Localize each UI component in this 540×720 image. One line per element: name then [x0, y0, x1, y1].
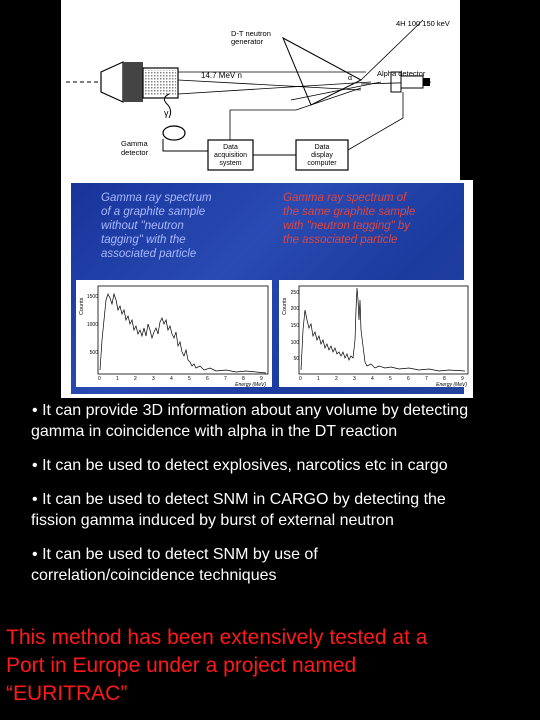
right-xtick: 7	[425, 376, 428, 382]
right-caption-line: with "neutron tagging" by	[283, 220, 411, 232]
left-caption-line: associated particle	[101, 248, 197, 260]
alpha-detector-end	[423, 78, 430, 86]
right-xtick: 9	[461, 376, 464, 382]
left-xtick: 4	[170, 376, 173, 382]
left-spectrum-svg	[76, 280, 272, 387]
left-caption-line: of a graphite sample	[101, 206, 206, 218]
bullet-text: It can be used to detect SNM by use of	[42, 546, 318, 563]
generator-block	[123, 62, 143, 102]
right-ytick: 100	[290, 340, 299, 346]
dt-generator-label-1: D-T neutron	[231, 29, 271, 38]
right-xtick: 5	[389, 376, 392, 382]
alpha-symbol: α	[348, 75, 353, 82]
bullet-dot: •	[32, 457, 38, 474]
left-plot-frame	[98, 286, 268, 374]
right-plot-frame	[299, 286, 468, 374]
bullet-text: correlation/coincidence techniques	[31, 567, 277, 584]
bullet-text: It can be used to detect explosives, narcotics etc in cargo	[42, 457, 448, 474]
left-xtick: 3	[152, 376, 155, 382]
right-spectrum-plot	[279, 280, 472, 387]
spectra-figure	[61, 180, 473, 398]
left-xtick: 6	[206, 376, 209, 382]
bullet-dot: •	[32, 402, 38, 419]
bullet-item	[31, 455, 536, 476]
spectra-blue-panel	[71, 183, 467, 394]
left-xtick: 5	[188, 376, 191, 382]
left-spectrum-curve	[100, 294, 266, 373]
left-caption-line: tagging" with the	[101, 234, 186, 246]
energy-label: 14.7 MeV n	[201, 71, 242, 80]
generator-cone	[101, 62, 123, 102]
summary-statement	[6, 624, 526, 708]
left-ytick: 1000	[86, 322, 98, 328]
bullet-item	[31, 489, 536, 531]
gamma-cable	[163, 139, 208, 151]
left-xtick: 0	[98, 376, 101, 382]
bullet-item	[31, 544, 536, 586]
right-xtick: 6	[407, 376, 410, 382]
setup-diagram	[61, 0, 460, 180]
alpha-detector-label: Alpha detector	[377, 69, 426, 78]
display-label-1: Data	[314, 144, 330, 151]
right-ytick: 150	[290, 323, 299, 329]
gamma-detector-label-2: detector	[121, 148, 149, 157]
right-xtick: 4	[371, 376, 374, 382]
right-ytick: 250	[290, 290, 299, 296]
gamma-detector-shape	[163, 126, 185, 140]
right-xtick: 1	[317, 376, 320, 382]
left-caption-line: Gamma ray spectrum	[101, 192, 212, 204]
right-ytick: 200	[290, 306, 299, 312]
right-caption-line: Gamma ray spectrum of	[283, 192, 407, 204]
right-xtick: 2	[335, 376, 338, 382]
left-xtick: 7	[224, 376, 227, 382]
right-ytick: 50	[293, 356, 299, 362]
right-spectrum-svg	[279, 280, 472, 387]
left-xtick: 9	[260, 376, 263, 382]
dt-generator-label-2: generator	[231, 37, 264, 46]
right-ylabel: Counts	[282, 297, 288, 315]
right-xtick: 8	[443, 376, 446, 382]
signal-line	[230, 88, 361, 140]
bullet-item	[31, 400, 536, 442]
left-spectrum-plot	[76, 280, 272, 387]
bullet-text: It can be used to detect SNM in CARGO by detecting the	[42, 491, 446, 508]
left-caption-line: without "neutron	[101, 220, 184, 232]
right-spectrum-curve	[301, 288, 465, 371]
bullet-text: It can provide 3D information about any volume by detecting	[42, 402, 469, 419]
gamma-symbol: γ	[164, 108, 169, 118]
left-xlabel: Energy (MeV)	[235, 382, 266, 387]
display-label-2: display	[311, 152, 333, 159]
setup-diagram-svg	[61, 0, 460, 180]
left-xtick: 1	[116, 376, 119, 382]
alpha-signal-line	[348, 92, 403, 150]
summary-line: Port in Europe under a project named	[6, 654, 357, 677]
right-xtick: 3	[353, 376, 356, 382]
bullet-list	[31, 400, 536, 599]
right-caption-line: the same graphite sample	[283, 206, 416, 218]
bullet-text: gamma in coincidence with alpha in the DT reaction	[31, 423, 398, 440]
generator-tube-fill	[145, 70, 176, 96]
bullet-dot: •	[32, 546, 38, 563]
left-ytick: 500	[89, 350, 98, 356]
display-label-3: computer	[307, 160, 337, 167]
target-chamber	[283, 38, 361, 105]
bullet-dot: •	[32, 491, 38, 508]
daq-label-2: acquisition	[213, 152, 248, 159]
left-xtick: 2	[134, 376, 137, 382]
left-ytick: 1500	[86, 294, 98, 300]
left-ylabel: Counts	[79, 297, 85, 315]
daq-label-1: Data	[223, 144, 238, 151]
summary-line: “EURITRAC”	[6, 682, 128, 705]
beam-line-d	[291, 82, 381, 100]
right-spectrum-caption	[283, 191, 463, 247]
bullet-text: fission gamma induced by burst of external neutron	[31, 512, 394, 529]
left-xtick: 8	[242, 376, 245, 382]
right-caption-line: the associated particle	[283, 234, 398, 246]
hv-label: 4H 100 150 keV	[396, 19, 450, 28]
daq-label-3: system	[219, 160, 242, 167]
beam-line-b	[178, 82, 371, 94]
right-xtick: 0	[299, 376, 302, 382]
summary-line: This method has been extensively tested at a	[6, 626, 428, 649]
right-xlabel: Energy (MeV)	[436, 382, 467, 387]
gamma-detector-label-1: Gamma	[121, 139, 148, 148]
left-spectrum-caption	[101, 191, 261, 261]
